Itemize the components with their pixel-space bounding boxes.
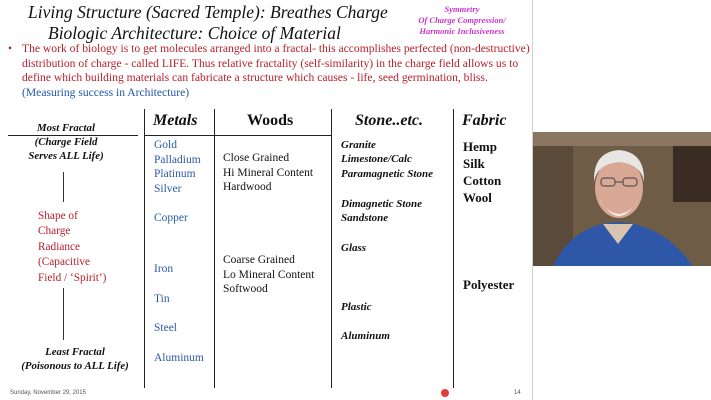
stone-mid-list: [341, 197, 422, 226]
metal-item: Silver: [154, 182, 182, 195]
wood-item: Hi Mineral Content: [223, 166, 314, 179]
bullet-text: The work of biology is to get molecules arranged into a fractal- this accomplishes perfected (non-destructive) distribution of charge - called LIFE. Thus relative fractality (self-similarity) in the charge field allows us to define which building materials can fabricate a structure which causes - life, seed germination, bliss.: [22, 42, 530, 84]
metal-item: Gold: [154, 139, 177, 151]
wood-item: Hardwood: [223, 181, 272, 194]
metal-item: Aluminum: [154, 351, 204, 364]
least-fractal-line: Least Fractal: [45, 346, 105, 358]
fabric-item: Silk: [463, 156, 485, 171]
slide-title-line2: Biologic Architecture: Choice of Material: [48, 23, 341, 43]
metal-item: Iron: [154, 263, 174, 275]
symmetry-note: [402, 4, 522, 37]
charge-radiance-line: Field / ‘Spirit’): [38, 271, 107, 284]
least-fractal-label: [12, 345, 138, 373]
wood-item: Softwood: [223, 283, 268, 296]
metal-item-copper: Copper: [154, 212, 188, 224]
metal-item: Steel: [154, 322, 177, 334]
table-divider: [144, 109, 145, 388]
table-divider: [453, 109, 454, 388]
table-divider: [145, 135, 331, 136]
table-divider: [214, 109, 215, 388]
stone-item: Dimagnetic Stone: [341, 198, 422, 210]
laser-pointer-icon: [441, 389, 449, 397]
up-arrow-icon: [63, 172, 64, 202]
charge-radiance-line: Shape of: [38, 210, 78, 222]
symmetry-line: Harmonic Inclusiveness: [419, 26, 505, 36]
down-arrow-icon: [63, 288, 64, 340]
metals-bottom-list: [154, 255, 204, 373]
stone-top-list: [341, 138, 433, 181]
bullet-icon: •: [8, 42, 13, 55]
stone-item: Limestone/Calc: [341, 153, 412, 166]
charge-radiance-line: (Capacitive: [38, 256, 91, 269]
stone-item-plastic: Plastic: [341, 301, 372, 313]
presenter-video: [533, 132, 711, 266]
wood-item: Lo Mineral Content: [223, 268, 315, 281]
most-fractal-line: (Charge Field: [34, 136, 98, 148]
slide-footer-date: Sunday, November 29, 2015: [10, 390, 86, 396]
header-woods: Woods: [247, 112, 294, 129]
fabric-item: Cotton: [463, 173, 502, 188]
woods-top-list: [223, 151, 313, 195]
fabric-item-polyester: Polyester: [463, 277, 515, 292]
charge-radiance-line: Charge: [38, 225, 71, 238]
charge-radiance-line: Radiance: [38, 240, 81, 253]
metal-item: Palladium: [154, 153, 201, 166]
stone-item: Granite: [341, 139, 376, 151]
metal-item: Tin: [154, 292, 170, 305]
metals-top-list: [154, 138, 201, 196]
stone-item-glass: Glass: [341, 242, 367, 254]
stone-item: Sandstone: [341, 212, 389, 225]
stone-item-aluminum: Aluminum: [341, 330, 390, 342]
symmetry-line: Symmetry: [444, 4, 480, 14]
metal-item: Platinum: [154, 168, 196, 181]
bullet-paragraph: [8, 42, 530, 100]
header-fabric: Fabric: [462, 112, 507, 129]
slide-page-number: 14: [514, 390, 521, 396]
slide-title-line1: Living Structure (Sacred Temple): Breathes Charge: [28, 2, 388, 22]
fabric-top-list: [463, 138, 501, 206]
header-stone: Stone..etc.: [355, 112, 423, 129]
charge-radiance-label: [38, 209, 106, 286]
fabric-item: Hemp: [463, 139, 497, 154]
stone-item: Paramagnetic Stone: [341, 167, 433, 180]
least-fractal-line: (Poisonous to ALL Life): [21, 360, 129, 372]
woods-bottom-list: [223, 253, 314, 297]
fabric-item: Wool: [463, 190, 492, 205]
most-fractal-line: Serves ALL Life): [28, 150, 104, 162]
measuring-success-link: (Measuring success in Architecture): [22, 85, 190, 99]
wood-item: Close Grained: [223, 152, 290, 164]
header-metals: Metals: [153, 112, 198, 129]
symmetry-line: Of Charge Compression/: [418, 15, 506, 25]
presenter-webcam-icon: [533, 132, 711, 266]
most-fractal-label: [16, 121, 116, 163]
most-fractal-line: Most Fractal: [37, 122, 95, 134]
wood-item: Coarse Grained: [223, 254, 295, 266]
table-divider: [331, 109, 332, 388]
